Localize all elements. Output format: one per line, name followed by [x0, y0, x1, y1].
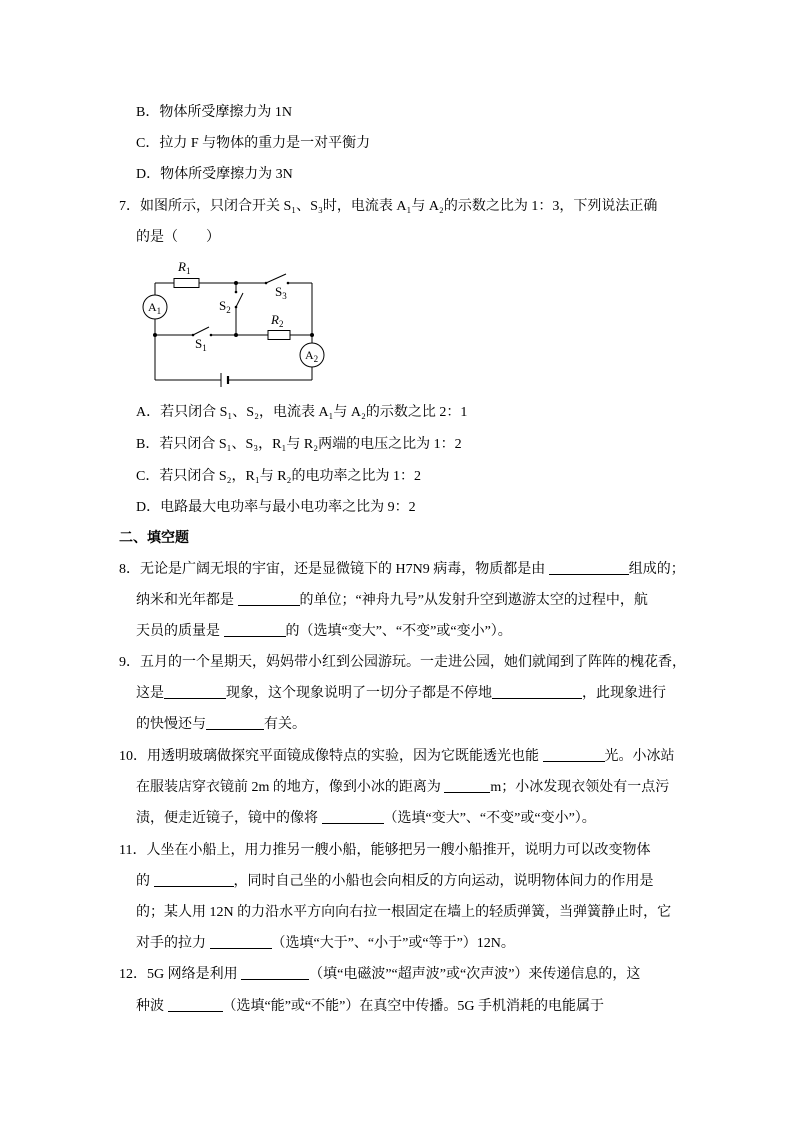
switch-s2-label — [219, 298, 231, 315]
q9-line3 — [136, 710, 306, 740]
q8-line1 — [119, 555, 685, 585]
junction-middle-right — [310, 333, 314, 337]
switch-s2-letter: S — [219, 298, 227, 313]
q8-line3-text2: 的（选填“变大”、“不变”或“变小”）。 — [285, 624, 512, 639]
q10-line1-text2: 光。小冰站 — [604, 749, 675, 764]
q8-line2 — [136, 586, 648, 616]
q8-blank3 — [224, 624, 286, 637]
q12-line2 — [136, 992, 604, 1022]
q11-line2-text2: ，同时自己坐的小船也会向相反的方向运动，说明物体间力的作用是 — [233, 874, 654, 889]
q12-blank2 — [168, 999, 223, 1012]
q8-line1-text1: 8．无论是广阔无垠的宇宙，还是显微镜下的 H7N9 病毒，物质都是由 — [119, 562, 549, 577]
q11-line2-text1: 的 — [136, 874, 154, 889]
q6-option-b: B．物体所受摩擦力为 1N — [136, 105, 292, 120]
q10-line1 — [119, 742, 675, 772]
q12-line1-text1: 12．5G 网络是利用 — [119, 967, 242, 982]
q8-blank2 — [238, 593, 300, 606]
resistor-r1-subscript: 1 — [185, 266, 191, 276]
q9-line3-text2: 有关。 — [264, 717, 306, 732]
q10-line3-text1: 渍，便走近镜子，镜中的像将 — [136, 811, 322, 826]
q11-line4-text1: 对手的拉力 — [136, 936, 210, 951]
q7-option-a: A．若只闭合 S₁、S₂，电流表 A₁与 A₂的示数之比 2：1 — [136, 405, 468, 420]
q11-line4 — [136, 929, 515, 959]
ammeter-a1-letter: A — [148, 300, 157, 314]
q9-line3-text1: 的快慢还与 — [136, 717, 206, 732]
q7-circuit-diagram — [130, 250, 330, 392]
ammeter-a2-subscript: 2 — [313, 354, 319, 364]
switch-s3-label — [275, 284, 287, 301]
switch-s1-subscript: 1 — [202, 343, 207, 353]
q9-line1: 9．五月的一个星期天，妈妈带小红到公园游玩。一走进公园，她们就闻到了阵阵的槐花香， — [119, 655, 686, 670]
q7-stem-line1: 7．如图所示，只闭合开关 S₁、S₃时，电流表 A₁与 A₂的示数之比为 1：3，下列说法正确 — [119, 199, 658, 214]
q8-line2-text1: 纳米和光年都是 — [136, 593, 238, 608]
q11-line2 — [136, 867, 654, 897]
q10-line1-text1: 10．用透明玻璃做探究平面镜成像特点的实验，因为它既能透光也能 — [119, 749, 543, 764]
q7-stem-line2: 的是（ ） — [136, 230, 220, 245]
resistor-r2-subscript: 2 — [278, 319, 284, 329]
switch-s2-contact — [235, 291, 238, 294]
q6-option-c: C．拉力 F 与物体的重力是一对平衡力 — [136, 136, 371, 151]
switch-s1-label — [195, 336, 207, 353]
q12-line2-text1: 种波 — [136, 999, 168, 1014]
switch-s3-letter: S — [275, 284, 283, 299]
q9-blank1 — [164, 686, 226, 699]
q10-blank3 — [322, 811, 384, 824]
switch-s1-blade — [193, 327, 209, 335]
q11-line3: 的；某人用 12N 的力沿水平方向向右拉一根固定在墙上的轻质弹簧，当弹簧静止时，它 — [136, 905, 672, 920]
q11-blank2 — [210, 936, 272, 949]
q8-blank1 — [549, 562, 629, 575]
q9-line2-text1: 这是 — [136, 686, 164, 701]
q10-blank2 — [444, 780, 490, 793]
q11-line4-text2: （选填“大于”、“小于”或“等于”）12N。 — [271, 936, 515, 951]
q10-line2-text1: 在服装店穿衣镜前 2m 的地方，像到小冰的距离为 — [136, 780, 445, 795]
q11-line1: 11．人坐在小船上，用力推另一艘小船，能够把另一艘小船推开，说明力可以改变物体 — [119, 843, 651, 858]
switch-s1-letter: S — [195, 336, 203, 351]
q10-blank1 — [543, 749, 605, 762]
q10-line3-text2: （选填“变大”、“不变”或“变小”）。 — [383, 811, 596, 826]
q6-option-d: D．物体所受摩擦力为 3N — [136, 167, 293, 182]
q8-line3 — [136, 617, 512, 647]
q9-blank3 — [206, 717, 264, 730]
q7-option-c: C．若只闭合 S₂，R₁与 R₂的电功率之比为 1：2 — [136, 469, 421, 484]
switch-s3-subscript: 3 — [282, 291, 287, 301]
q12-line1-text2: （填“电磁波”“超声波”或“次声波”）来传递信息的，这 — [309, 967, 641, 982]
q10-line2-text2: m；小冰发现衣领处有一点污 — [490, 780, 670, 795]
q12-line2-text2: （选填“能”或“不能”）在真空中传播。5G 手机消耗的电能属于 — [222, 999, 604, 1014]
q9-blank2 — [492, 686, 582, 699]
ammeter-a2-letter: A — [305, 348, 314, 362]
resistor-r2 — [268, 331, 290, 340]
q9-line2-text2: 现象，这个现象说明了一切分子都是不停地 — [226, 686, 492, 701]
q10-line2 — [136, 773, 669, 803]
q8-line1-text2: 组成的； — [628, 562, 685, 577]
q9-line2 — [136, 679, 666, 709]
q9-line2-text3: ，此现象进行 — [582, 686, 666, 701]
resistor-r2-letter: R — [271, 312, 279, 327]
section-title: 二、填空题 — [119, 531, 189, 546]
resistor-r1-letter: R — [178, 259, 186, 274]
q11-blank1 — [154, 874, 234, 887]
resistor-r2-label — [270, 312, 283, 329]
resistor-r1-label — [177, 259, 190, 276]
resistor-r1 — [174, 279, 199, 288]
switch-s2-subscript: 2 — [226, 305, 231, 315]
q7-option-b: B．若只闭合 S₁、S₃，R₁与 R₂两端的电压之比为 1：2 — [136, 437, 462, 452]
switch-s2-blade — [236, 293, 243, 307]
q10-line3 — [136, 804, 596, 834]
q8-line3-text1: 天员的质量是 — [136, 624, 224, 639]
switch-s3-blade — [266, 274, 286, 283]
q8-line2-text2: 的单位；“神舟九号”从发射升空到遨游太空的过程中，航 — [299, 593, 648, 608]
q12-blank1 — [241, 967, 309, 980]
q7-option-d: D．电路最大电功率与最小电功率之比为 9：2 — [136, 500, 416, 515]
ammeter-a1-subscript: 1 — [156, 306, 162, 316]
q12-line1 — [119, 960, 640, 990]
